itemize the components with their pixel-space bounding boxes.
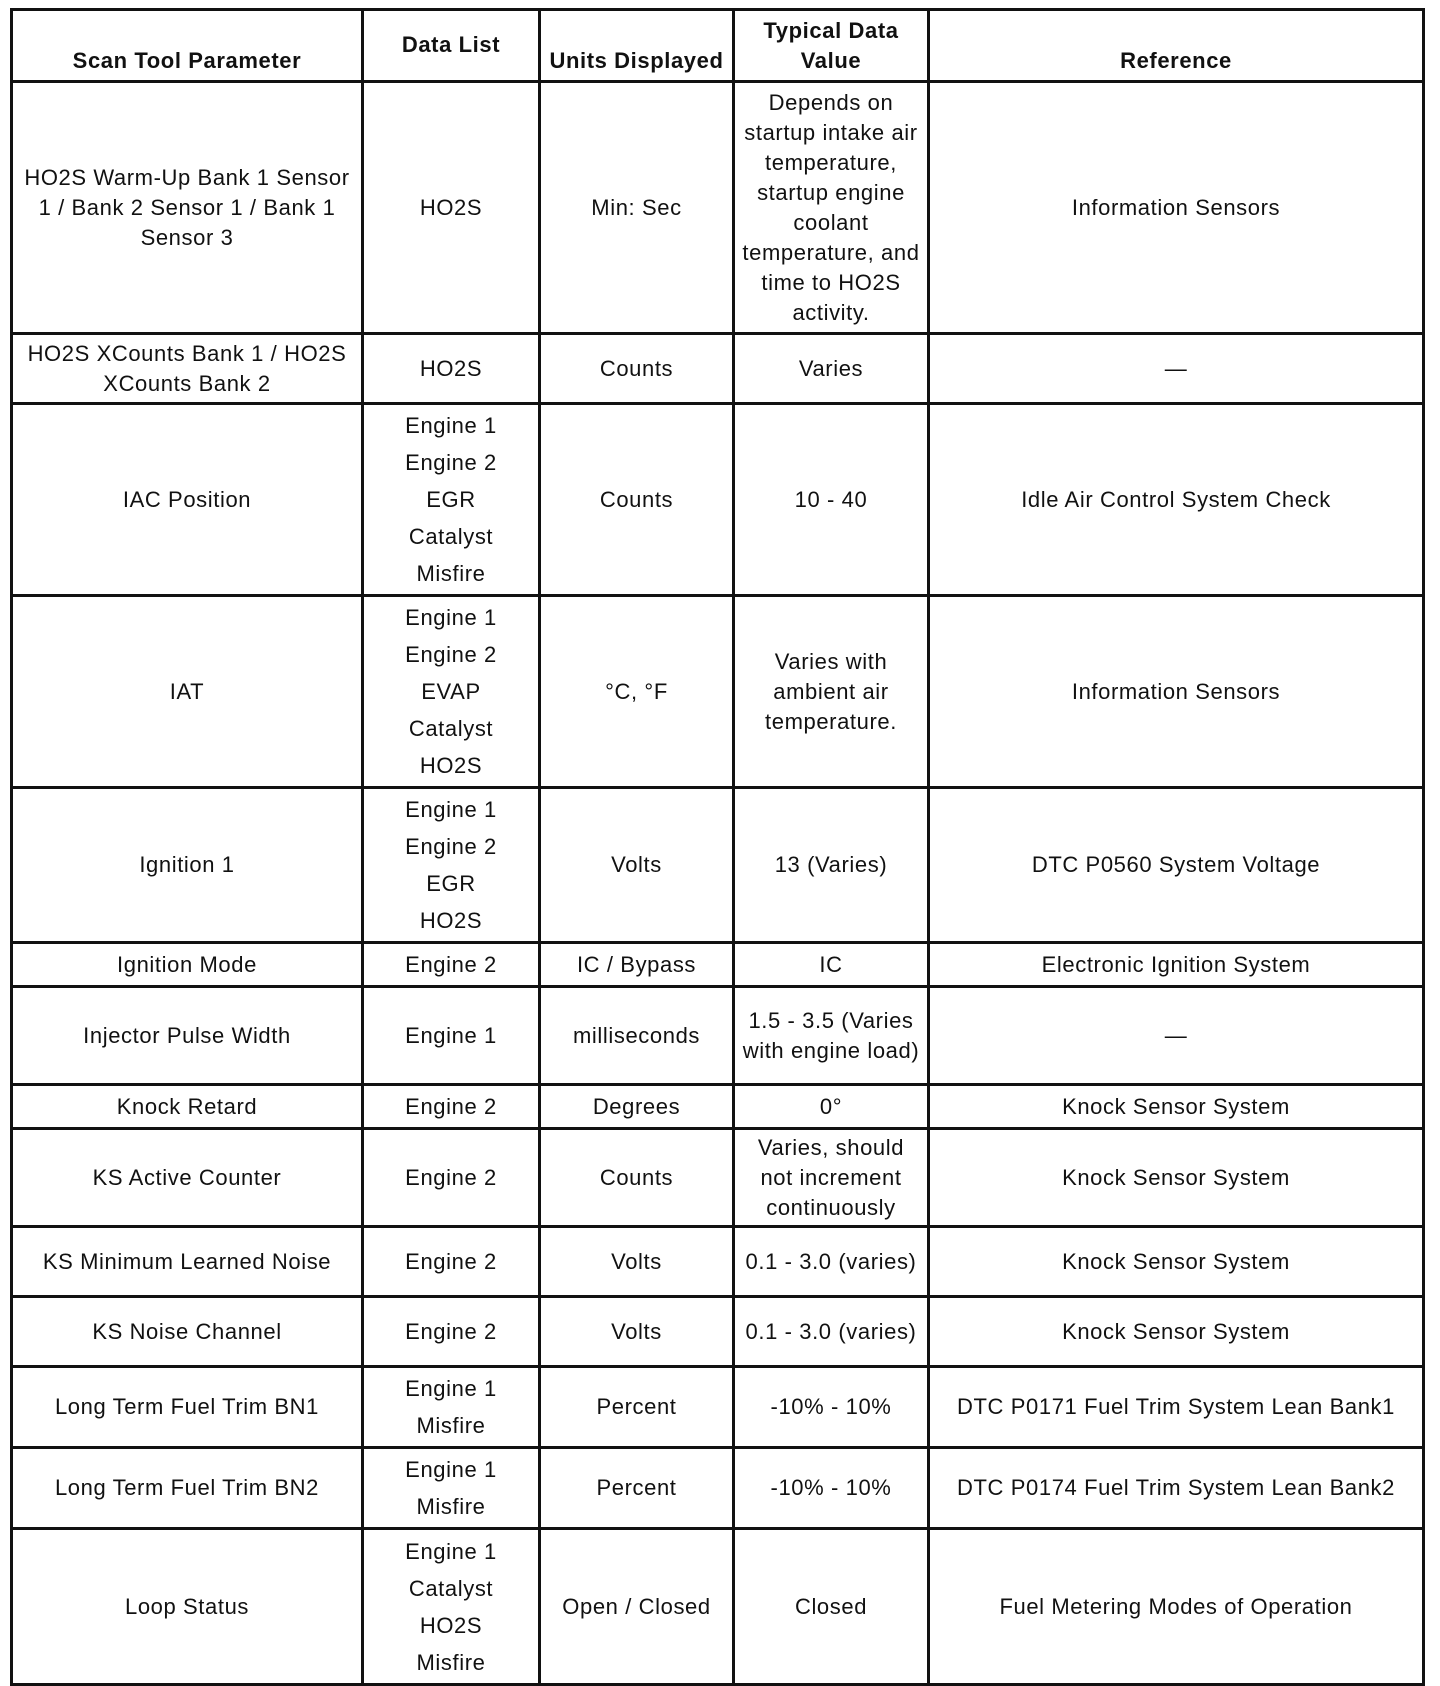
table-row bbox=[12, 1367, 1424, 1448]
data-list-item: HO2S bbox=[419, 1612, 483, 1638]
cell-data-list bbox=[363, 1227, 540, 1297]
cell-parameter: IAC Position bbox=[12, 404, 363, 596]
cell-parameter: KS Noise Channel bbox=[12, 1297, 363, 1367]
data-list-item: Misfire bbox=[416, 561, 486, 586]
data-list-item: EGR bbox=[426, 871, 476, 896]
cell-data-list bbox=[363, 943, 540, 987]
cell-typical-value: 10 - 40 bbox=[734, 404, 929, 596]
cell-reference: — bbox=[929, 987, 1424, 1085]
cell-reference: Fuel Metering Modes of Operation bbox=[929, 1529, 1424, 1685]
cell-units: Volts bbox=[540, 1227, 734, 1297]
table-row bbox=[12, 82, 1424, 334]
cell-reference: DTC P0174 Fuel Trim System Lean Bank2 bbox=[929, 1448, 1424, 1529]
cell-units: Open / Closed bbox=[540, 1529, 734, 1685]
header-reference: Reference bbox=[929, 10, 1424, 82]
header-units-displayed: Units Displayed bbox=[540, 10, 734, 82]
cell-data-list bbox=[363, 334, 540, 404]
table-row bbox=[12, 1085, 1424, 1129]
cell-units: Counts bbox=[540, 1129, 734, 1227]
cell-reference: Information Sensors bbox=[929, 596, 1424, 788]
cell-data-list bbox=[363, 1529, 540, 1685]
cell-data-list bbox=[363, 1448, 540, 1529]
cell-data-list bbox=[363, 1367, 540, 1448]
cell-parameter: Long Term Fuel Trim BN1 bbox=[12, 1367, 363, 1448]
cell-parameter: KS Minimum Learned Noise bbox=[12, 1227, 363, 1297]
cell-typical-value: Depends on startup intake air temperature, startup engine coolant temperature, and time to HO2S activity. bbox=[734, 82, 929, 334]
cell-typical-value: Varies with ambient air temperature. bbox=[734, 596, 929, 788]
table-row bbox=[12, 943, 1424, 987]
data-list-item: Engine 2 bbox=[405, 952, 497, 977]
table-row bbox=[12, 1129, 1424, 1227]
cell-units: °C, °F bbox=[540, 596, 734, 788]
data-list-item: Engine 1 bbox=[405, 797, 497, 822]
table-body bbox=[12, 82, 1424, 1685]
cell-typical-value: 0.1 - 3.0 (varies) bbox=[734, 1227, 929, 1297]
cell-data-list bbox=[363, 1129, 540, 1227]
cell-parameter: Ignition 1 bbox=[12, 788, 363, 943]
cell-parameter: Long Term Fuel Trim BN2 bbox=[12, 1448, 363, 1529]
cell-data-list bbox=[363, 788, 540, 943]
data-list-item: Engine 2 bbox=[405, 1094, 497, 1119]
cell-units: Degrees bbox=[540, 1085, 734, 1129]
cell-data-list bbox=[363, 596, 540, 788]
cell-data-list bbox=[363, 82, 540, 334]
data-list-item: HO2S bbox=[419, 356, 483, 381]
cell-units: Percent bbox=[540, 1367, 734, 1448]
data-list-item: Engine 1 bbox=[405, 1538, 497, 1564]
data-list-item: Catalyst bbox=[408, 1575, 494, 1601]
cell-parameter: Ignition Mode bbox=[12, 943, 363, 987]
cell-typical-value: IC bbox=[734, 943, 929, 987]
cell-typical-value: -10% - 10% bbox=[734, 1448, 929, 1529]
table-row bbox=[12, 334, 1424, 404]
table-row bbox=[12, 1227, 1424, 1297]
cell-reference: DTC P0171 Fuel Trim System Lean Bank1 bbox=[929, 1367, 1424, 1448]
cell-data-list bbox=[363, 987, 540, 1085]
data-list-item: Engine 1 bbox=[405, 1376, 497, 1401]
cell-parameter: Loop Status bbox=[12, 1529, 363, 1685]
cell-typical-value: Closed bbox=[734, 1529, 929, 1685]
cell-data-list bbox=[363, 404, 540, 596]
cell-reference: Electronic Ignition System bbox=[929, 943, 1424, 987]
data-list-item: EGR bbox=[426, 487, 476, 512]
header-typical-data-value: Typical Data Value bbox=[734, 10, 929, 82]
cell-reference: Knock Sensor System bbox=[929, 1129, 1424, 1227]
data-list-item: Engine 1 bbox=[405, 413, 497, 438]
data-list-item: HO2S bbox=[419, 908, 483, 933]
cell-typical-value: Varies bbox=[734, 334, 929, 404]
table-row bbox=[12, 788, 1424, 943]
cell-units: Percent bbox=[540, 1448, 734, 1529]
cell-reference: — bbox=[929, 334, 1424, 404]
table-row bbox=[12, 596, 1424, 788]
scan-tool-data-table bbox=[10, 8, 1425, 1686]
cell-typical-value: 0.1 - 3.0 (varies) bbox=[734, 1297, 929, 1367]
cell-typical-value: -10% - 10% bbox=[734, 1367, 929, 1448]
cell-reference: DTC P0560 System Voltage bbox=[929, 788, 1424, 943]
data-list-item: Engine 2 bbox=[405, 1249, 497, 1274]
cell-units: Counts bbox=[540, 404, 734, 596]
cell-reference: Knock Sensor System bbox=[929, 1085, 1424, 1129]
data-list-item: Catalyst bbox=[408, 524, 494, 549]
cell-typical-value: 0° bbox=[734, 1085, 929, 1129]
header-data-list: Data List bbox=[363, 10, 540, 82]
cell-data-list bbox=[363, 1297, 540, 1367]
cell-data-list bbox=[363, 1085, 540, 1129]
data-list-item: Engine 1 bbox=[405, 1457, 497, 1482]
cell-reference: Information Sensors bbox=[929, 82, 1424, 334]
cell-reference: Idle Air Control System Check bbox=[929, 404, 1424, 596]
data-list-item: Engine 2 bbox=[405, 450, 497, 475]
data-list-item: Misfire bbox=[416, 1413, 486, 1438]
table-row bbox=[12, 404, 1424, 596]
cell-typical-value: 13 (Varies) bbox=[734, 788, 929, 943]
data-list-item: Engine 1 bbox=[405, 605, 497, 630]
data-list-item: Misfire bbox=[416, 1649, 486, 1675]
cell-reference: Knock Sensor System bbox=[929, 1227, 1424, 1297]
cell-typical-value: Varies, should not increment continuously bbox=[734, 1129, 929, 1227]
data-list-item: Engine 1 bbox=[405, 1023, 497, 1048]
data-list-item: Misfire bbox=[416, 1494, 486, 1519]
cell-parameter: KS Active Counter bbox=[12, 1129, 363, 1227]
data-list-item: HO2S bbox=[419, 753, 483, 778]
cell-units: milliseconds bbox=[540, 987, 734, 1085]
cell-parameter: IAT bbox=[12, 596, 363, 788]
cell-parameter: Injector Pulse Width bbox=[12, 987, 363, 1085]
data-list-item: Catalyst bbox=[408, 716, 494, 741]
data-list-item: Engine 2 bbox=[405, 1165, 497, 1190]
header-row bbox=[12, 10, 1424, 82]
cell-units: Min: Sec bbox=[540, 82, 734, 334]
data-list-item: EVAP bbox=[421, 679, 481, 704]
cell-parameter: HO2S XCounts Bank 1 / HO2S XCounts Bank 2 bbox=[12, 334, 363, 404]
header-scan-tool-parameter: Scan Tool Parameter bbox=[12, 10, 363, 82]
cell-parameter: Knock Retard bbox=[12, 1085, 363, 1129]
data-list-item: Engine 2 bbox=[405, 1319, 497, 1344]
data-list-item: HO2S bbox=[419, 195, 483, 220]
table-row bbox=[12, 987, 1424, 1085]
table-row bbox=[12, 1529, 1424, 1685]
cell-typical-value: 1.5 - 3.5 (Varies with engine load) bbox=[734, 987, 929, 1085]
table-row bbox=[12, 1448, 1424, 1529]
cell-units: IC / Bypass bbox=[540, 943, 734, 987]
cell-units: Volts bbox=[540, 1297, 734, 1367]
cell-units: Counts bbox=[540, 334, 734, 404]
table-row bbox=[12, 1297, 1424, 1367]
cell-units: Volts bbox=[540, 788, 734, 943]
cell-parameter: HO2S Warm-Up Bank 1 Sensor 1 / Bank 2 Sensor 1 / Bank 1 Sensor 3 bbox=[12, 82, 363, 334]
data-list-item: Engine 2 bbox=[405, 834, 497, 859]
data-list-item: Engine 2 bbox=[405, 642, 497, 667]
cell-reference: Knock Sensor System bbox=[929, 1297, 1424, 1367]
